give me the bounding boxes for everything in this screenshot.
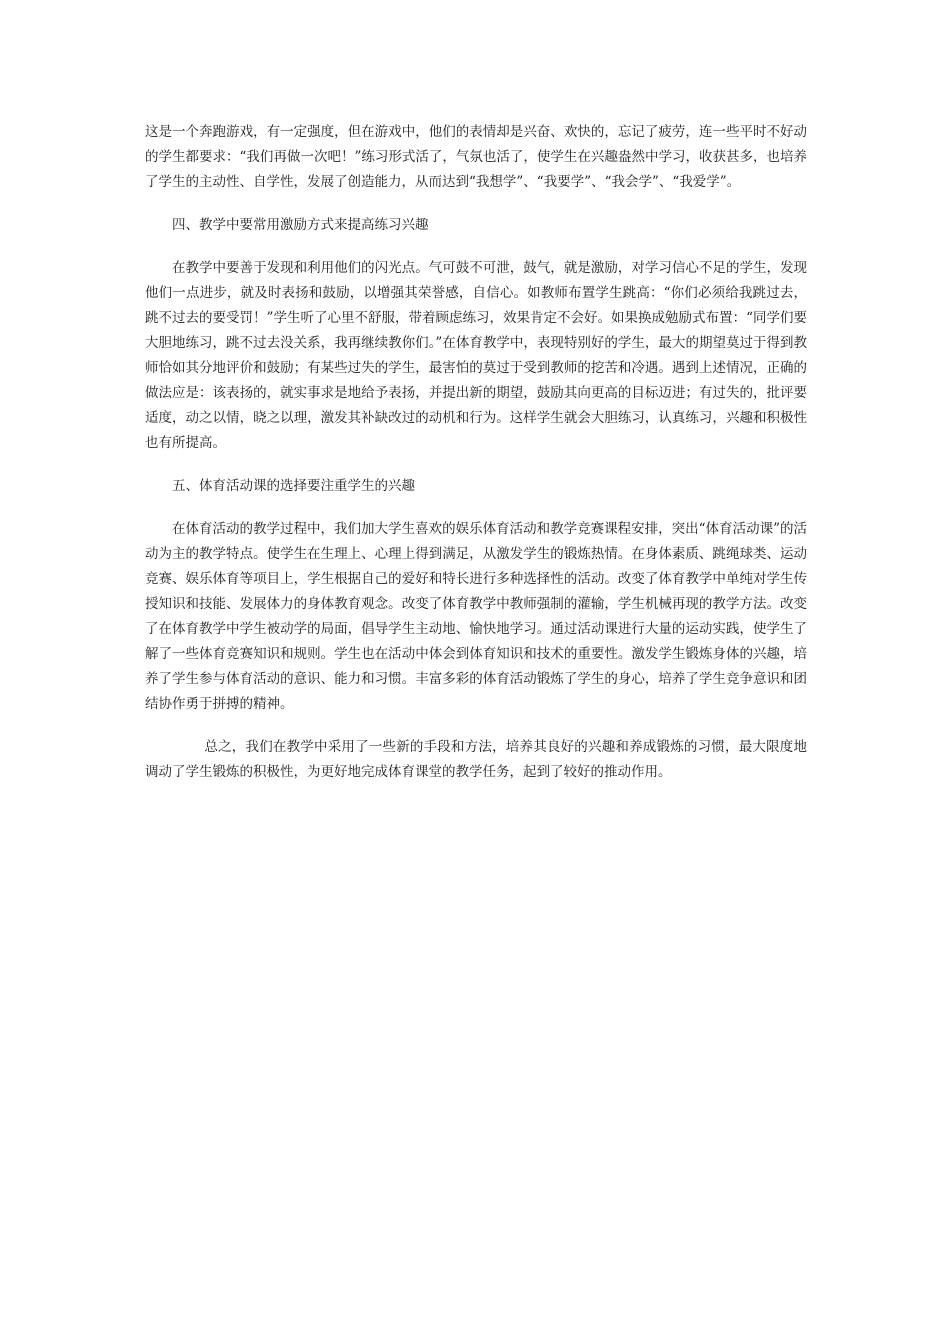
spacer	[145, 717, 807, 735]
document-page	[145, 120, 807, 785]
section-heading-5: 五、体育活动课的选择要注重学生的兴趣	[172, 478, 415, 494]
section-heading-4: 四、教学中要常用激励方式来提高练习兴趣	[172, 217, 429, 233]
spacer	[145, 499, 807, 517]
paragraph-running-game: 这是一个奔跑游戏，有一定强度，但在游戏中，他们的表情却是兴奋、欢快的，忘记了疲劳，连一些平时不好动的学生都要求：“我们再做一次吧！”练习形式活了，气氛也活了，使学生在兴趣盎然中学习，收获甚多，也培养了学生的主动性、自学性，发展了创造能力，从而达到“我想学”、“我要学”、“我会学”、“我爱学”。	[145, 124, 807, 190]
paragraph-activity-class: 在体育活动的教学过程中，我们加大学生喜欢的娱乐体育活动和教学竞赛课程安排，突出“体育活动课”的活动为主的教学特点。使学生在生理上、心理上得到满足，从激发学生的锻炼热情。在身体素质、跳绳球类、运动竞赛、娱乐体育等项目上，学生根据自己的爱好和特长进行多种选择性的活动。改变了体育教学中单纯对学生传授知识和技能、发展体力的身体教育观念。改变了体育教学中教师强制的灌输，学生机械再现的教学方法。改变了在体育教学中学生被动学的局面，倡导学生主动地、愉快地学习。通过活动课进行大量的运动实践，使学生了解了一些体育竞赛知识和规则。学生也在活动中体会到体育知识和技术的重要性。激发学生锻炼身体的兴趣，培养了学生参与体育活动的意识、能力和习惯。丰富多彩的体育活动锻炼了学生的身心，培养了学生竞争意识和团结协作勇于拼搏的精神。	[145, 521, 807, 712]
paragraph-conclusion: 总之，我们在教学中采用了一些新的手段和方法，培养其良好的兴趣和养成锻炼的习惯，最大限度地调动了学生锻炼的积极性，为更好地完成体育课堂的教学任务，起到了较好的推动作用。	[145, 739, 807, 780]
paragraph-encouragement: 在教学中要善于发现和利用他们的闪光点。气可鼓不可泄，鼓气，就是激励，对学习信心不足的学生，发现他们一点进步，就及时表扬和鼓励，以增强其荣誉感，自信心。如教师布置学生跳高：“你们必须给我跳过去，跳不过去的要受罚！”学生听了心里不舒服，带着顾虑练习，效果肯定不会好。如果换成勉励式布置：“同学们要大胆地练习，跳不过去没关系，我再继续教你们。”在体育教学中，表现特别好的学生，最大的期望莫过于得到教师恰如其分地评价和鼓励；有某些过失的学生，最害怕的莫过于受到教师的挖苦和冷遇。遇到上述情况，正确的做法应是：该表扬的，就实事求是地给予表扬，并提出新的期望，鼓励其向更高的目标迈进；有过失的，批评要适度，动之以情，晓之以理，激发其补缺改过的动机和行为。这样学生就会大胆练习，认真练习，兴趣和积极性也有所提高。	[145, 260, 807, 451]
spacer	[145, 195, 807, 213]
spacer	[145, 238, 807, 256]
spacer	[145, 456, 807, 474]
